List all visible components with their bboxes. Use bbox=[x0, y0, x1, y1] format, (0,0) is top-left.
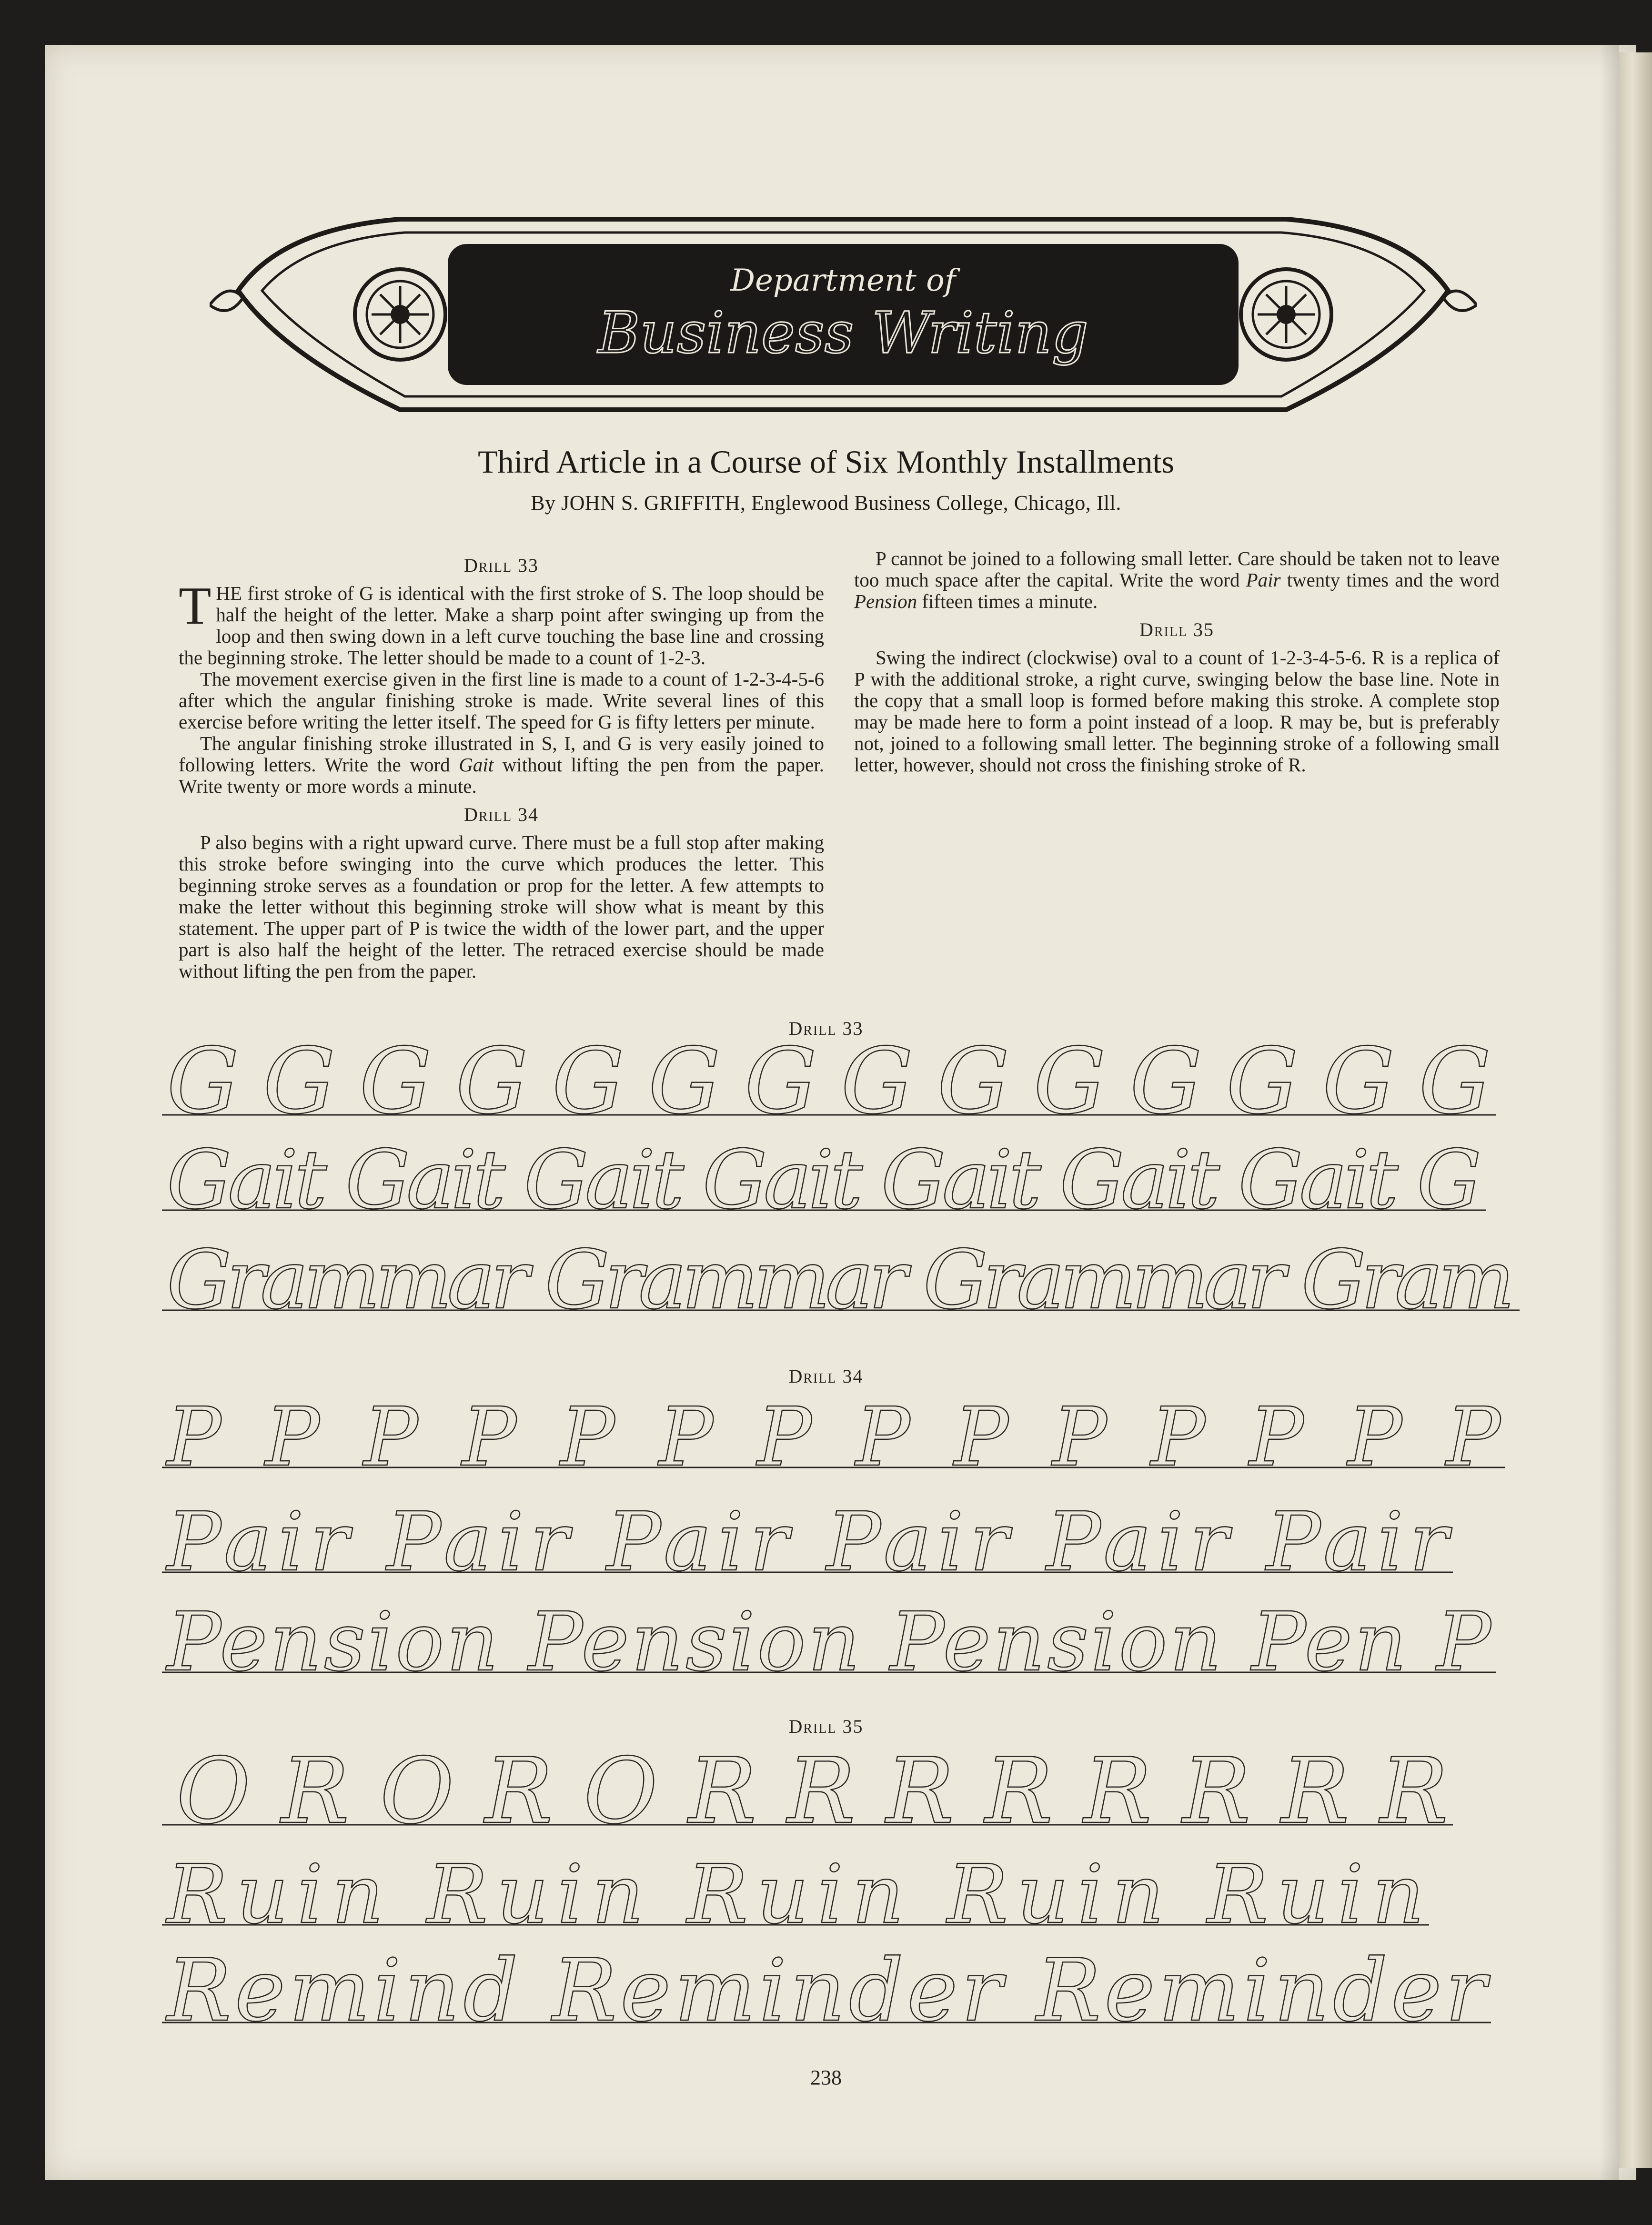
article-title: Third Article in a Course of Six Monthly Installments bbox=[478, 444, 1174, 480]
paragraph-3-em: Gait bbox=[459, 754, 494, 776]
script-row-g: G G G G G G G G G G G G G G bbox=[167, 1029, 1491, 1134]
script-row-p: P P P P P P P P P P P P P P bbox=[167, 1390, 1501, 1485]
paragraph-4: P also begins with a right upward curve. There must be a full stop after making this stroke before swinging into the curve which produces the letter. This beginning stroke serves as a foundation or prop for the letter. A few attempts to make the letter without this beginning stroke will show what is meant by this statement. The upper part of P is twice the width of the lower part, and the upper part is also half the height of the letter. The retraced exercise should be made without lifting the pen from the paper. bbox=[179, 831, 824, 982]
paragraph-1-text: HE first stroke of G is identical with the first stroke of S. The loop should be half the height of the letter. Make a sharp point after swinging up from the loop and then swing down in a left curve touching the base line and crossing the beginning stroke. The letter should be made to a count of 1-2-3. bbox=[179, 582, 824, 668]
drill-33-heading: Drill 33 bbox=[463, 555, 539, 576]
banner-line1: Department of bbox=[730, 263, 956, 298]
drill-34-heading: Drill 34 bbox=[463, 804, 539, 825]
paragraph-5-em2: Pension bbox=[854, 590, 917, 612]
paragraph-2: The movement exercise given in the first line is made to a count of 1-2-3-4-5-6 after which the angular finishing stroke is made. Write several lines of this exercise before writing the letter itself. The speed for G is fifty letters per minute. bbox=[179, 668, 824, 733]
plate-drill-33-heading: Drill 33 bbox=[788, 1018, 864, 1039]
paragraph-6: Swing the indirect (clockwise) oval to a count of 1-2-3-4-5-6. R is a replica of P with the additional stroke, a right curve, swinging below the base line. Note in the copy that a small loop is formed before making this stroke. A complete stop may be made here to form a point instead of a loop. R may be, but is preferably not, joined to a following small letter. The beginning stroke of a following small letter, however, should not cross the finishing stroke of R. bbox=[854, 647, 1500, 776]
paragraph-5-em1: Pair bbox=[1246, 569, 1281, 591]
article-byline: By JOHN S. GRIFFITH, Englewood Business College, Chicago, Ill. bbox=[531, 491, 1121, 515]
script-row-pension: Pension Pension Pension Pen P bbox=[167, 1595, 1491, 1689]
plate-drill-35-heading: Drill 35 bbox=[788, 1716, 864, 1737]
script-row-remind: Remind Reminder Reminder bbox=[167, 1941, 1486, 2041]
paragraph-3-b: without lifting the pen from the paper. Write twenty or more words a minute. bbox=[179, 754, 824, 797]
paragraph-5-a: P cannot be joined to a following small letter. Care should be taken not to leave too much space after the capital. Write the word bbox=[854, 547, 1500, 591]
drill-35-heading: Drill 35 bbox=[1139, 619, 1215, 640]
drop-cap: T bbox=[179, 576, 212, 636]
script-row-ruin: Ruin Ruin Ruin Ruin Ruin bbox=[167, 1848, 1424, 1942]
page-number: 238 bbox=[810, 2066, 842, 2089]
script-row-grammar: Grammar Grammar Grammar Gram bbox=[167, 1233, 1515, 1327]
paragraph-5-b: twenty times and the word bbox=[1280, 569, 1500, 591]
script-row-gait: Gait Gait Gait Gait Gait Gait Gait G bbox=[167, 1133, 1481, 1227]
paragraph-3-a: The angular finishing stroke illustrated in S, I, and G is very easily joined to following letters. Write the word bbox=[179, 732, 824, 776]
script-row-pair: Pair Pair Pair Pair Pair Pair bbox=[167, 1495, 1448, 1589]
banner-line2: Business Writing bbox=[598, 300, 1088, 366]
script-row-r: O R O R O R R R R R R R R bbox=[176, 1739, 1448, 1844]
paragraph-5-c: fifteen times a minute. bbox=[917, 590, 1098, 612]
plate-drill-34-heading: Drill 34 bbox=[788, 1365, 864, 1387]
